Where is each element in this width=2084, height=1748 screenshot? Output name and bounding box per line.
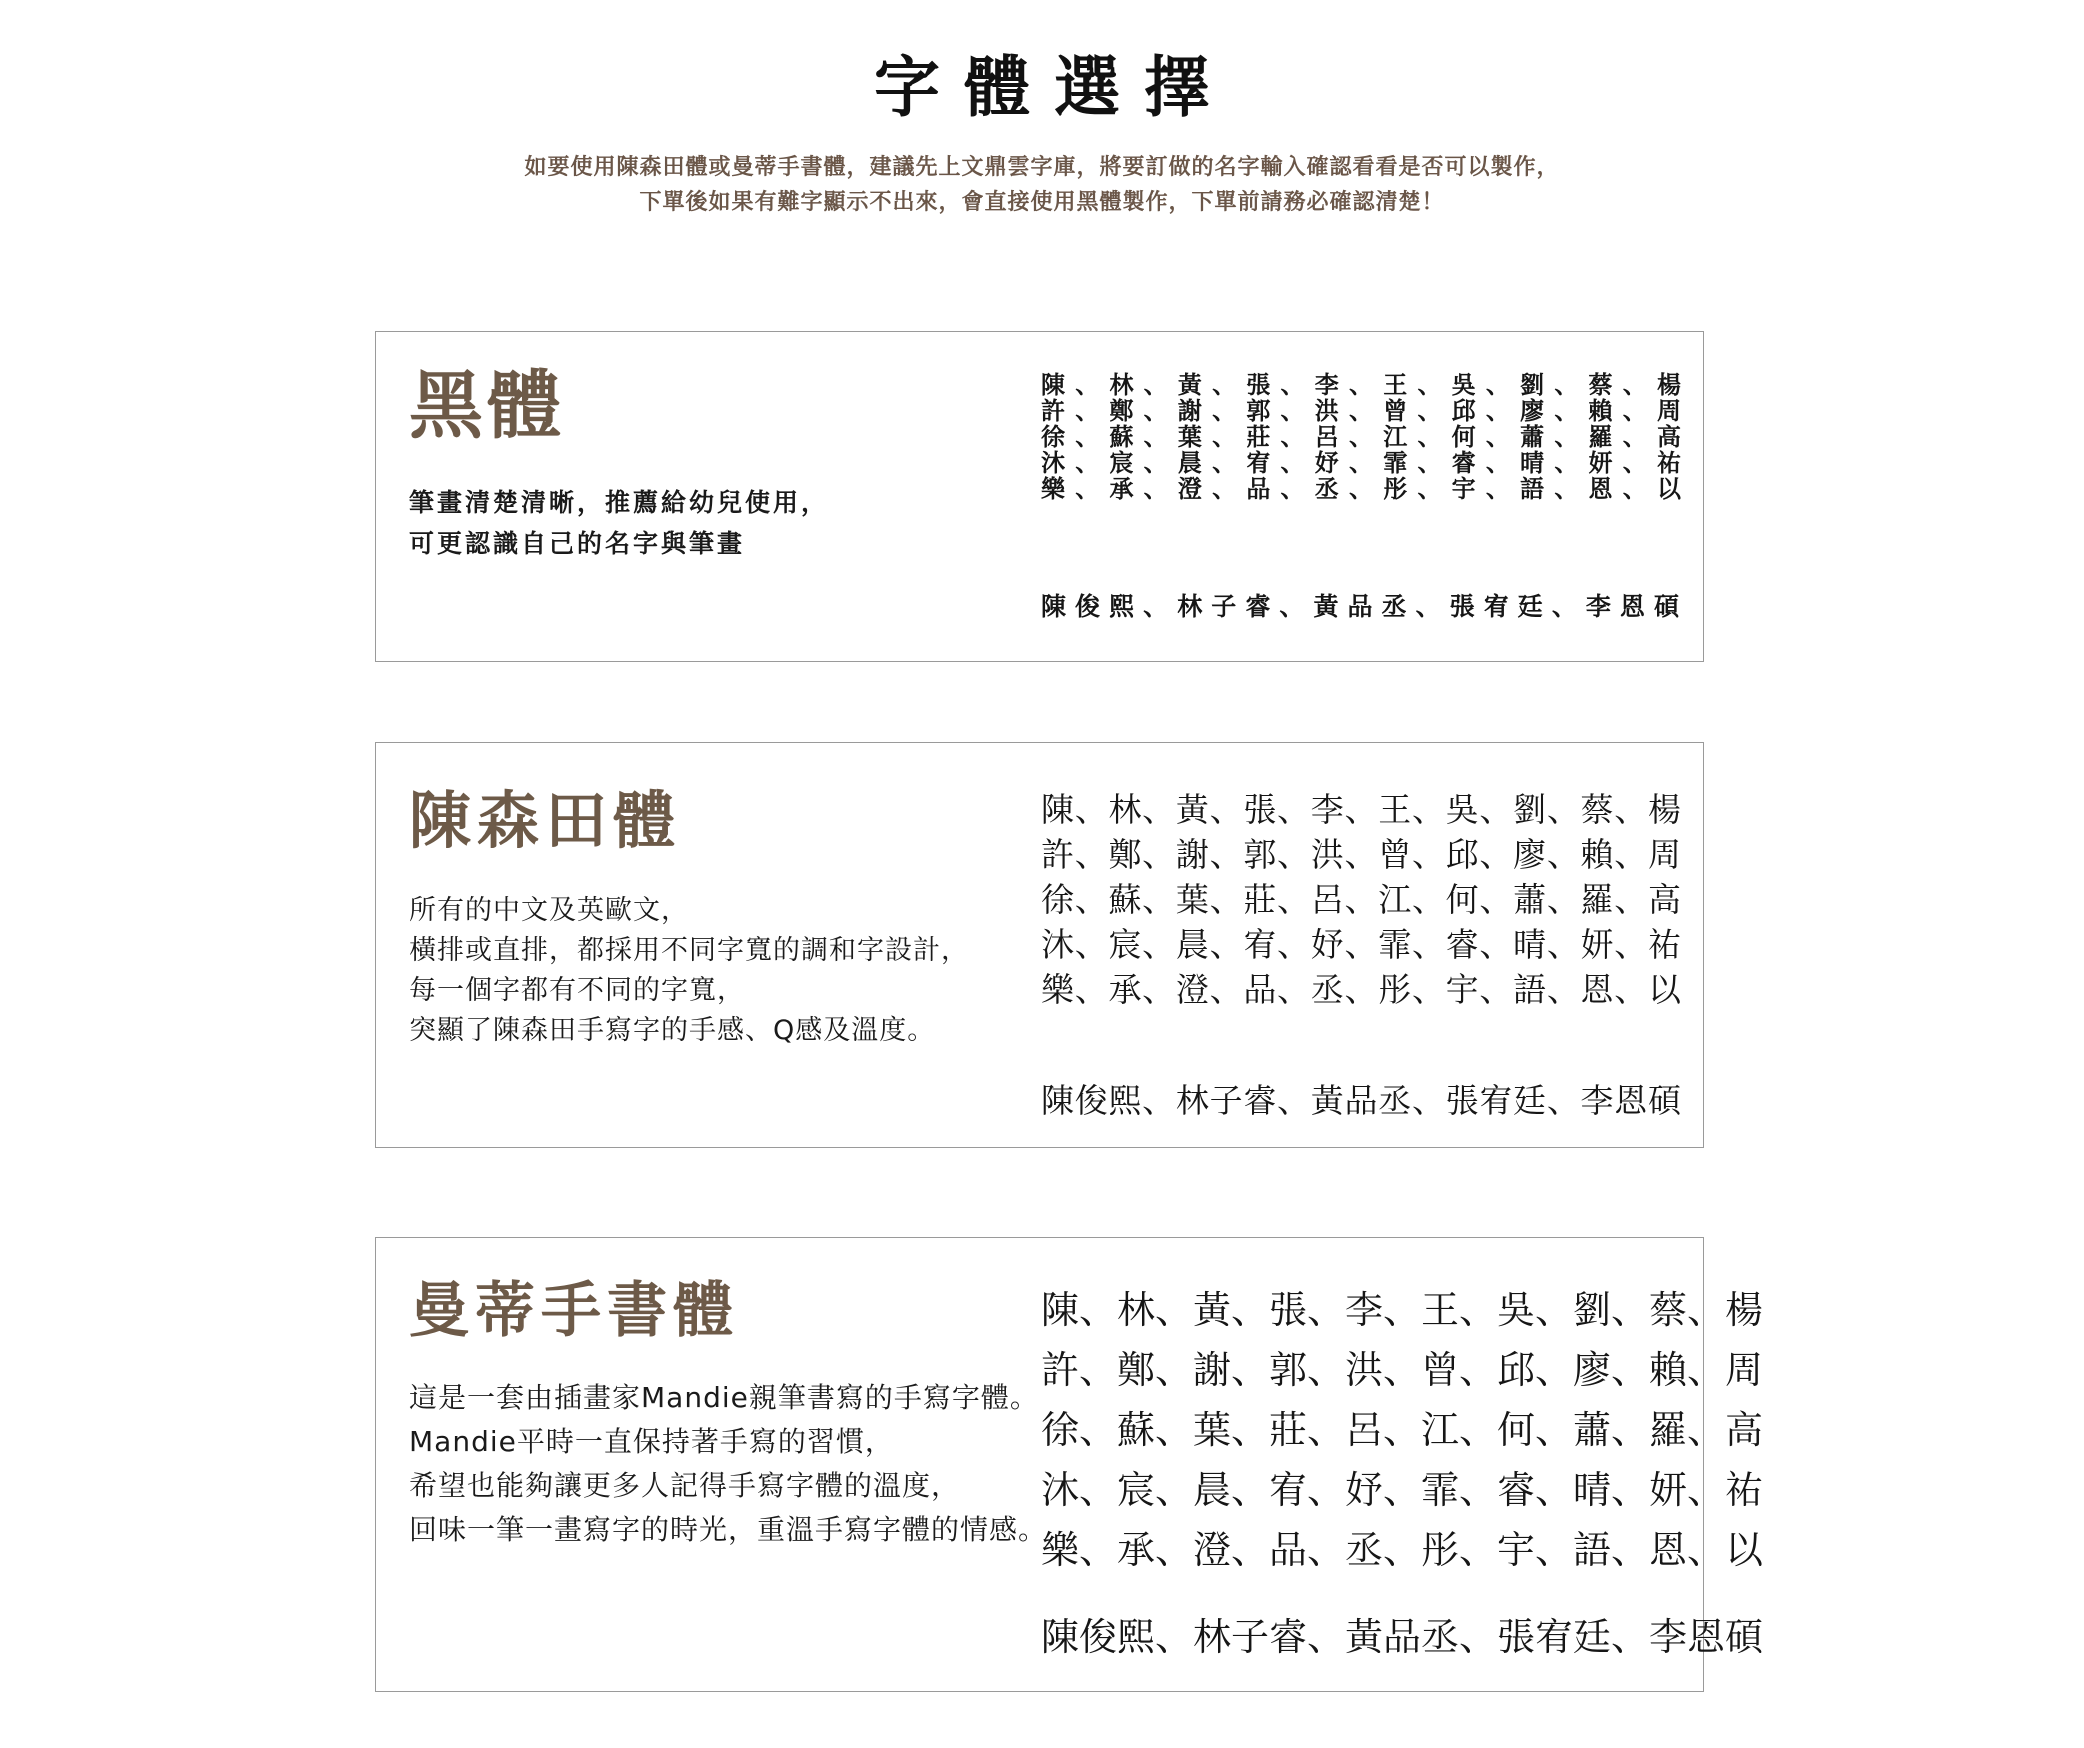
page-subtitle-line-1: 如要使用陳森田體或曼蒂手書體，建議先上文鼎雲字庫，將要訂做的名字輸入確認看看是否可以製作， [524, 155, 1560, 180]
sample-row: 徐、蘇、葉、莊、呂、江、何、蕭、羅、高 [1041, 1408, 1764, 1452]
font-card-chensentian-samples [1041, 787, 1681, 1012]
sample-row: 徐、蘇、葉、莊、呂、江、何、蕭、羅、高 [1041, 423, 1681, 451]
sample-names: 陳俊熙、林子睿、黃品丞、張宥廷、李恩碩 [1041, 1081, 1681, 1120]
font-card-heiti [375, 331, 1704, 662]
description-line: 筆畫清楚清晰，推薦給幼兒使用， [409, 488, 830, 517]
sample-row: 陳、林、黃、張、李、王、吳、劉、蔡、楊 [1041, 790, 1681, 829]
description-line: 突顯了陳森田手寫字的手感、Q感及溫度。 [409, 1015, 936, 1046]
page-title: 字體選擇 [874, 49, 1234, 126]
font-card-heiti-samples [1041, 372, 1681, 502]
sample-row: 沐、宸、晨、宥、妤、霏、睿、晴、妍、祐 [1041, 925, 1681, 964]
sample-row: 沐、宸、晨、宥、妤、霏、睿、晴、妍、祐 [1041, 1468, 1764, 1512]
description-line: Mandie平時一直保持著手寫的習慣， [409, 1425, 894, 1458]
sample-row: 許、鄭、謝、郭、洪、曾、邱、廖、賴、周 [1041, 397, 1681, 425]
description-line: 希望也能夠讓更多人記得手寫字體的溫度， [409, 1469, 961, 1502]
description-line: 可更認識自己的名字與筆畫 [409, 529, 746, 558]
sample-row: 徐、蘇、葉、莊、呂、江、何、蕭、羅、高 [1041, 880, 1681, 919]
description-line: 這是一套由插畫家Mandie親筆書寫的手寫字體。 [409, 1381, 1039, 1414]
font-card-heiti-description [409, 482, 829, 564]
page-subtitle [0, 150, 2084, 220]
font-card-mandie [375, 1237, 1764, 1692]
description-line: 所有的中文及英歐文， [409, 895, 689, 926]
description-line: 回味一筆一畫寫字的時光，重溫手寫字體的情感。 [409, 1513, 1048, 1546]
sample-names: 陳俊熙、林子睿、黃品丞、張宥廷、李恩碩 [1041, 592, 1681, 621]
font-card-chensentian-title: 陳森田體 [409, 784, 682, 857]
font-card-chensentian [375, 742, 1704, 1148]
font-card-mandie-description [409, 1376, 1047, 1552]
sample-row: 陳、林、黃、張、李、王、吳、劉、蔡、楊 [1041, 371, 1681, 399]
sample-row: 沐、宸、晨、宥、妤、霏、睿、晴、妍、祐 [1041, 449, 1681, 477]
sample-row: 樂、承、澄、品、丞、彤、宇、語、恩、以 [1041, 970, 1681, 1009]
sample-row: 許、鄭、謝、郭、洪、曾、邱、廖、賴、周 [1041, 835, 1681, 874]
description-line: 橫排或直排，都採用不同字寬的調和字設計， [409, 935, 969, 966]
description-line: 每一個字都有不同的字寬， [409, 975, 745, 1006]
sample-row: 樂、承、澄、品、丞、彤、宇、語、恩、以 [1041, 1528, 1764, 1572]
sample-row: 陳、林、黃、張、李、王、吳、劉、蔡、楊 [1041, 1288, 1764, 1332]
sample-names: 陳俊熙、林子睿、黃品丞、張宥廷、李恩碩 [1041, 1615, 1764, 1659]
sample-row: 樂、承、澄、品、丞、彤、宇、語、恩、以 [1041, 475, 1681, 503]
font-card-mandie-samples [1041, 1280, 1764, 1580]
font-card-chensentian-description [409, 891, 969, 1051]
font-card-mandie-title: 曼蒂手書體 [409, 1276, 739, 1346]
sample-row: 許、鄭、謝、郭、洪、曾、邱、廖、賴、周 [1041, 1348, 1764, 1392]
page-subtitle-line-2: 下單後如果有難字顯示不出來，會直接使用黑體製作，下單前請務必確認清楚！ [639, 190, 1445, 215]
font-card-heiti-title: 黑體 [409, 363, 565, 449]
